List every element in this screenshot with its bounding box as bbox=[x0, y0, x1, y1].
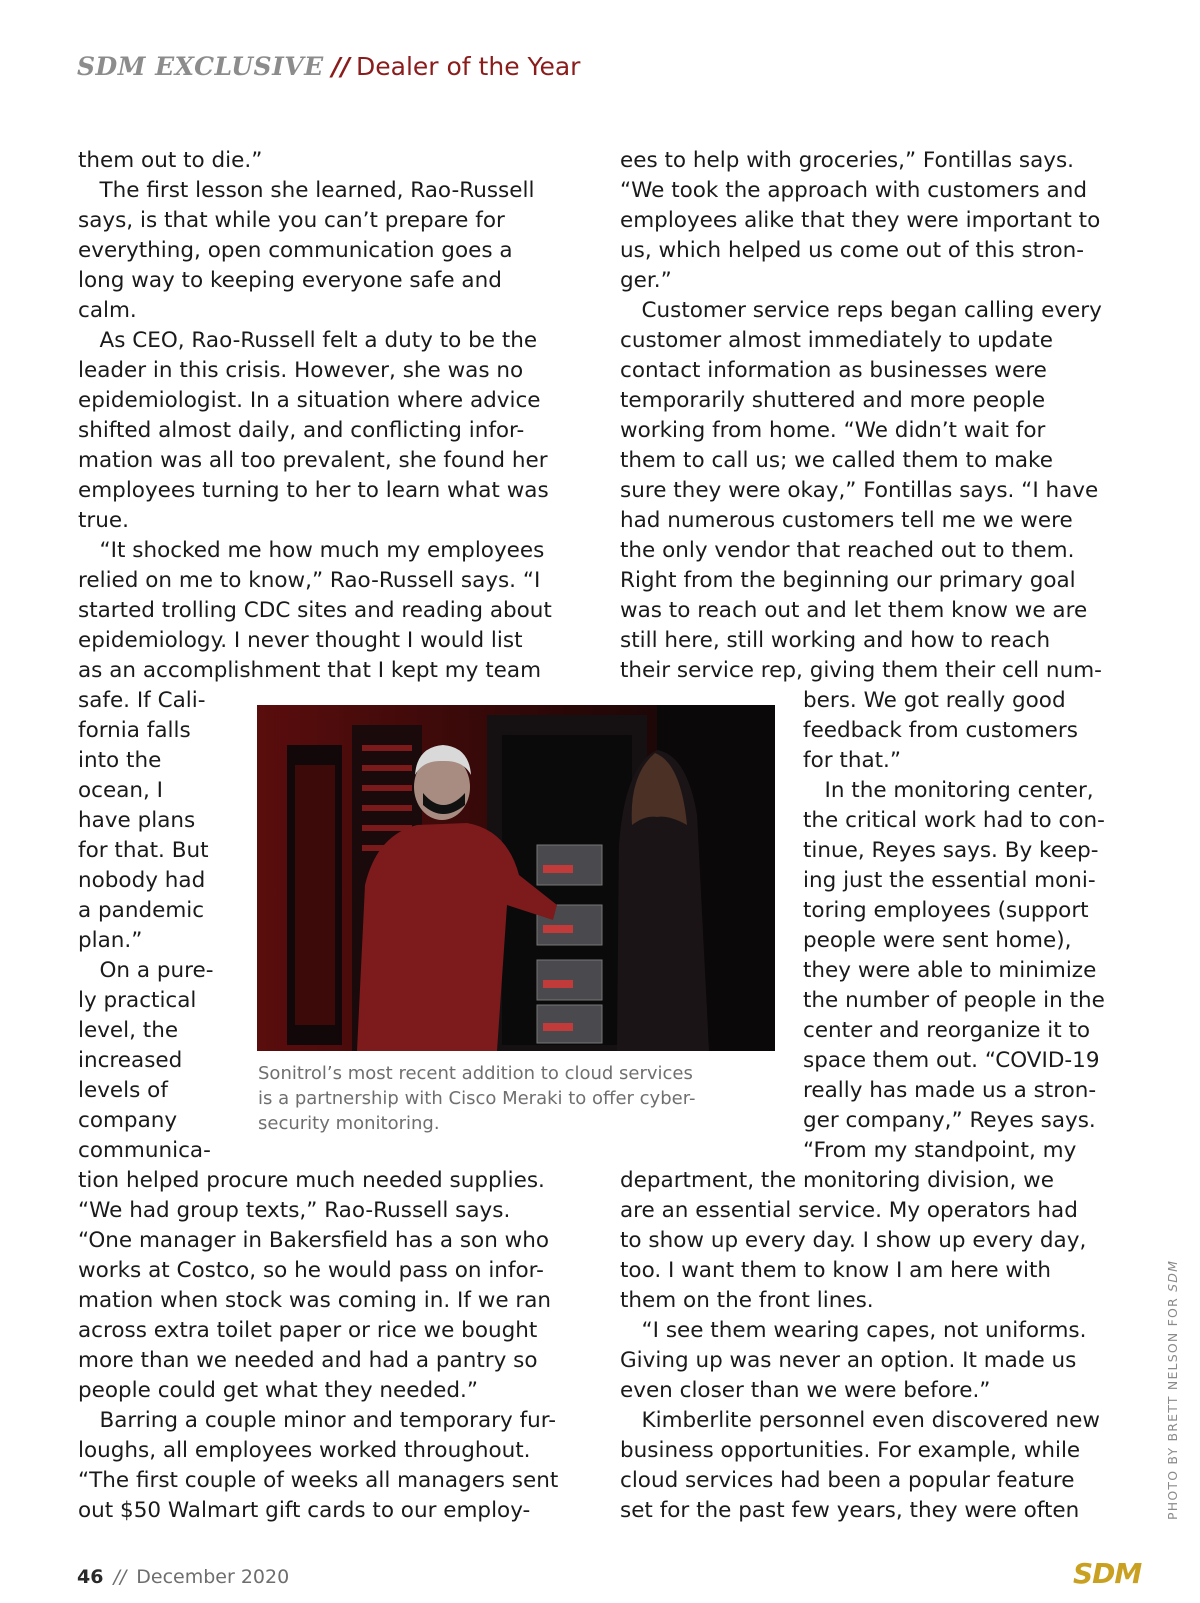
right-column-line: to show up every day. I show up every day, bbox=[620, 1228, 1087, 1253]
left-column-line: increased bbox=[78, 1048, 183, 1073]
right-column-line: ees to help with groceries,” Fontillas says. bbox=[620, 148, 1075, 173]
left-column-line: mation was all too prevalent, she found her bbox=[78, 448, 548, 473]
page-number: 46 bbox=[77, 1566, 104, 1588]
right-column-line: space them out. “COVID-19 bbox=[803, 1048, 1100, 1073]
right-column-line: people were sent home), bbox=[803, 928, 1072, 953]
left-column-line: safe. If Cali- bbox=[78, 688, 206, 713]
left-column-line: mation when stock was coming in. If we ran bbox=[78, 1288, 552, 1313]
right-column-line: had numerous customers tell me we were bbox=[620, 508, 1073, 533]
header-section: Dealer of the Year bbox=[356, 52, 581, 81]
left-column-line: company bbox=[78, 1108, 178, 1133]
right-column-line: them on the front lines. bbox=[620, 1288, 874, 1313]
right-column-line: “I see them wearing capes, not uniforms. bbox=[620, 1318, 1087, 1343]
photo-caption bbox=[258, 1061, 778, 1136]
right-column-line: set for the past few years, they were often bbox=[620, 1498, 1080, 1523]
right-column-line: Right from the beginning our primary goal bbox=[620, 568, 1076, 593]
right-column-line: cloud services had been a popular feature bbox=[620, 1468, 1075, 1493]
left-column-line: level, the bbox=[78, 1018, 179, 1043]
caption-line: is a partnership with Cisco Meraki to offer cyber- bbox=[258, 1088, 696, 1109]
left-column-line: The first lesson she learned, Rao-Russell bbox=[78, 178, 535, 203]
issue-date: December 2020 bbox=[136, 1566, 290, 1588]
left-column-line: have plans bbox=[78, 808, 196, 833]
left-column-line: nobody had bbox=[78, 868, 206, 893]
right-column-line: Customer service reps began calling every bbox=[620, 298, 1102, 323]
right-column-line: their service rep, giving them their cell num- bbox=[620, 658, 1102, 683]
left-column-line: as an accomplishment that I kept my team bbox=[78, 658, 542, 683]
left-column-line: calm. bbox=[78, 298, 137, 323]
left-column-line: levels of bbox=[78, 1078, 168, 1103]
footer-separator: // bbox=[113, 1566, 127, 1588]
right-column-line: department, the monitoring division, we bbox=[620, 1168, 1054, 1193]
left-column-line: a pandemic bbox=[78, 898, 205, 923]
right-column-line: ger.” bbox=[620, 268, 672, 293]
left-column-line: people could get what they needed.” bbox=[78, 1378, 478, 1403]
right-column-line: toring employees (support bbox=[803, 898, 1089, 923]
right-column-line: too. I want them to know I am here with bbox=[620, 1258, 1052, 1283]
right-column-line: the only vendor that reached out to them. bbox=[620, 538, 1075, 563]
left-column-line: employees turning to her to learn what was bbox=[78, 478, 549, 503]
left-column-line: “One manager in Bakersfield has a son who bbox=[78, 1228, 550, 1253]
right-column-line: really has made us a stron- bbox=[803, 1078, 1097, 1103]
right-column-line: bers. We got really good bbox=[803, 688, 1066, 713]
header-separator: // bbox=[331, 52, 350, 81]
left-column-line: Barring a couple minor and temporary fur- bbox=[78, 1408, 556, 1433]
left-column-line: plan.” bbox=[78, 928, 143, 953]
right-column-line: working from home. “We didn’t wait for bbox=[620, 418, 1046, 443]
left-column-line: “We had group texts,” Rao-Russell says. bbox=[78, 1198, 511, 1223]
left-column-line: “The first couple of weeks all managers sent bbox=[78, 1468, 559, 1493]
right-column-line: sure they were okay,” Fontillas says. “I have bbox=[620, 478, 1099, 503]
right-column-line: contact information as businesses were bbox=[620, 358, 1047, 383]
right-column-line: for that.” bbox=[803, 748, 902, 773]
left-column-line: communica- bbox=[78, 1138, 211, 1163]
left-column-line: across extra toilet paper or rice we bought bbox=[78, 1318, 538, 1343]
right-column-line: us, which helped us come out of this stron- bbox=[620, 238, 1084, 263]
right-column-line: Kimberlite personnel even discovered new bbox=[620, 1408, 1100, 1433]
left-column-line: tion helped procure much needed supplies. bbox=[78, 1168, 545, 1193]
right-column-line: Giving up was never an option. It made us bbox=[620, 1348, 1077, 1373]
left-column-line: into the bbox=[78, 748, 162, 773]
left-column-line: shifted almost daily, and conflicting infor- bbox=[78, 418, 525, 443]
left-column-line: out $50 Walmart gift cards to our employ- bbox=[78, 1498, 531, 1523]
left-column-line: says, is that while you can’t prepare for bbox=[78, 208, 505, 233]
left-column-line: them out to die.” bbox=[78, 148, 263, 173]
left-column-line: epidemiology. I never thought I would list bbox=[78, 628, 523, 653]
sdm-logo: SDM bbox=[1073, 1557, 1142, 1590]
caption-line: Sonitrol’s most recent addition to cloud services bbox=[258, 1063, 693, 1084]
right-column-line: center and reorganize it to bbox=[803, 1018, 1091, 1043]
header-brand: SDM EXCLUSIVE bbox=[77, 52, 324, 81]
right-column-line: ing just the essential moni- bbox=[803, 868, 1096, 893]
right-column-line: are an essential service. My operators had bbox=[620, 1198, 1078, 1223]
left-column-line: As CEO, Rao-Russell felt a duty to be the bbox=[78, 328, 538, 353]
right-column-line: feedback from customers bbox=[803, 718, 1078, 743]
right-column-line: temporarily shuttered and more people bbox=[620, 388, 1046, 413]
photo-credit bbox=[1165, 1260, 1180, 1520]
right-column-line: even closer than we were before.” bbox=[620, 1378, 991, 1403]
left-column-line: for that. But bbox=[78, 838, 209, 863]
photo-credit-text: PHOTO BY BRETT NELSON FOR bbox=[1165, 1291, 1180, 1520]
right-column-line: ger company,” Reyes says. bbox=[803, 1108, 1096, 1133]
right-column-line: them to call us; we called them to make bbox=[620, 448, 1053, 473]
right-column-line: tinue, Reyes says. By keep- bbox=[803, 838, 1099, 863]
left-column-line: loughs, all employees worked throughout. bbox=[78, 1438, 531, 1463]
right-column-line: “From my standpoint, my bbox=[803, 1138, 1077, 1163]
right-column-line: the number of people in the bbox=[803, 988, 1105, 1013]
right-column-line: the critical work had to con- bbox=[803, 808, 1105, 833]
left-column-line: On a pure- bbox=[78, 958, 214, 983]
left-column-line: ly practical bbox=[78, 988, 197, 1013]
right-column-line: still here, still working and how to reach bbox=[620, 628, 1051, 653]
photo-illustration bbox=[257, 705, 775, 1051]
right-column-line: “We took the approach with customers and bbox=[620, 178, 1087, 203]
left-column-line: long way to keeping everyone safe and bbox=[78, 268, 502, 293]
right-column-line: was to reach out and let them know we are bbox=[620, 598, 1088, 623]
left-column-line: epidemiologist. In a situation where advice bbox=[78, 388, 541, 413]
left-column-line: relied on me to know,” Rao-Russell says. “I bbox=[78, 568, 541, 593]
left-column-line: more than we needed and had a pantry so bbox=[78, 1348, 538, 1373]
left-column-line: fornia falls bbox=[78, 718, 191, 743]
left-column-line: works at Costco, so he would pass on infor- bbox=[78, 1258, 544, 1283]
caption-line: security monitoring. bbox=[258, 1113, 440, 1134]
running-header bbox=[77, 50, 580, 84]
article-photo bbox=[257, 705, 775, 1051]
left-column-line: ocean, I bbox=[78, 778, 164, 803]
right-column-line: customer almost immediately to update bbox=[620, 328, 1054, 353]
left-column-line: everything, open communication goes a bbox=[78, 238, 513, 263]
right-column-line: business opportunities. For example, while bbox=[620, 1438, 1081, 1463]
right-column-line: they were able to minimize bbox=[803, 958, 1097, 983]
left-column-line: started trolling CDC sites and reading about bbox=[78, 598, 552, 623]
left-column-line: leader in this crisis. However, she was no bbox=[78, 358, 524, 383]
photo-credit-pub: SDM bbox=[1165, 1259, 1180, 1292]
page-footer bbox=[77, 1566, 289, 1588]
left-column-line: true. bbox=[78, 508, 129, 533]
right-column-line: In the monitoring center, bbox=[803, 778, 1094, 803]
right-column-line: employees alike that they were important to bbox=[620, 208, 1101, 233]
left-column-line: “It shocked me how much my employees bbox=[78, 538, 545, 563]
